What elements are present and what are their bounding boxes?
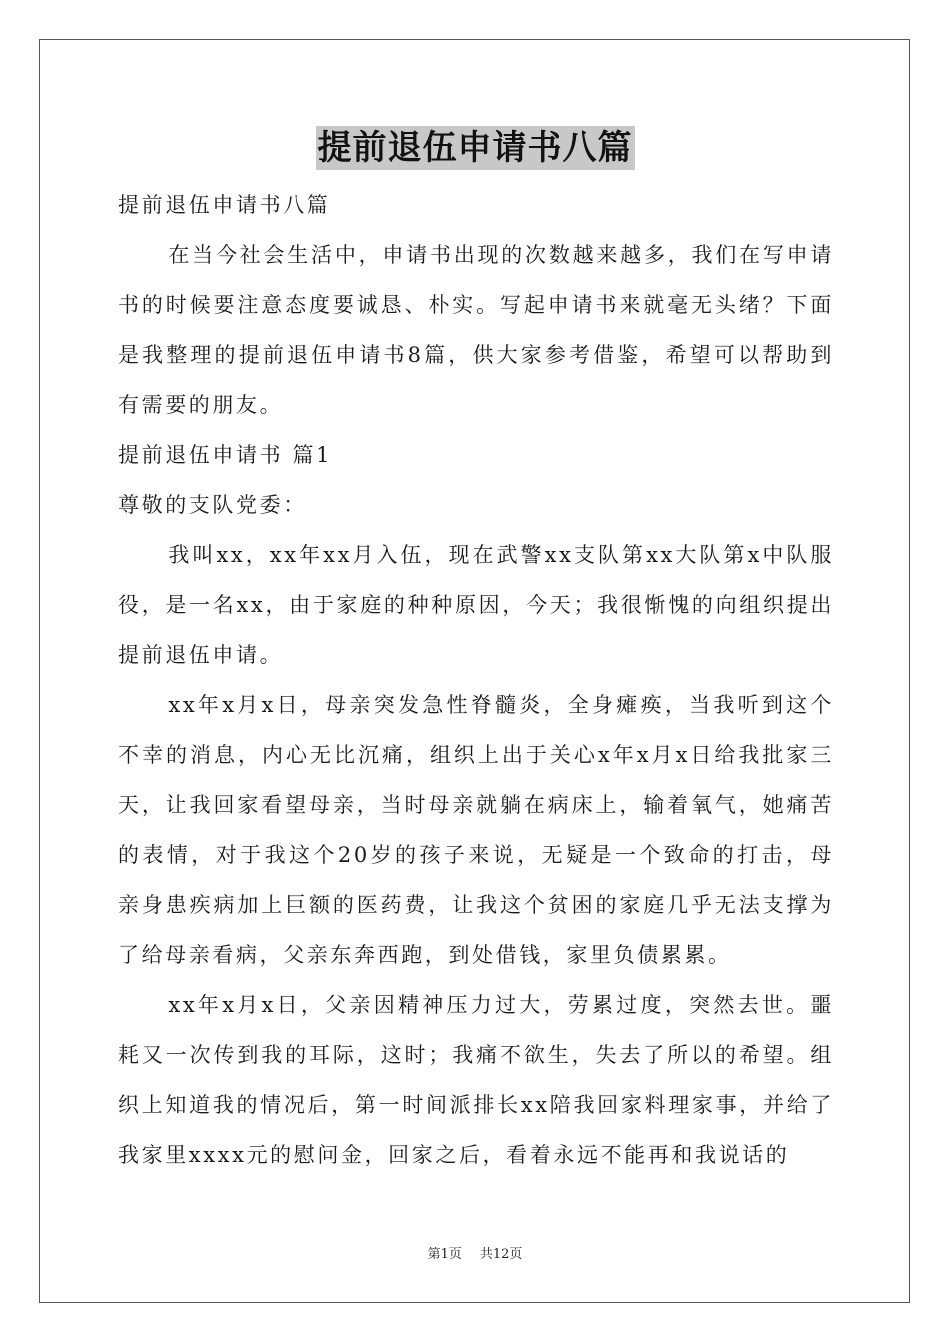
paragraph: xx年x月x日，父亲因精神压力过大，劳累过度，突然去世。噩耗又一次传到我的耳际，这时；我痛不欲生，失去了所以的希望。组织上知道我的情况后，第一时间派排长xx陪我回家料理家事，并给了我家里xxxx元的慰问金，回家之后，看着永远不能再和我说话的 [118,993,834,1167]
title-wrap [0,126,950,170]
page-footer [0,1243,950,1262]
paragraph: xx年x月x日，母亲突发急性脊髓炎，全身瘫痪，当我听到这个不幸的消息，内心无比沉痛，组织上出于关心x年x月x日给我批家三天，让我回家看望母亲，当时母亲就躺在病床上，输着氧气，她痛苦的表情，对于我这个20岁的孩子来说，无疑是一个致命的打击，母亲身患疾病加上巨额的医药费，让我这个贫困的家庭几乎无法支撑为了给母亲看病，父亲东奔西跑，到处借钱，家里负债累累。 [118,693,834,967]
document-title: 提前退伍申请书八篇 [317,128,633,168]
paragraph: 在当今社会生活中，申请书出现的次数越来越多，我们在写申请书的时候要注意态度要诚恳、朴实。写起申请书来就毫无头绪？下面是我整理的提前退伍申请书8篇，供大家参考借鉴，希望可以帮助到有需要的朋友。 [118,243,834,417]
page-total: 共12页 [479,1247,523,1262]
paragraph: 提前退伍申请书八篇 [118,193,331,217]
paragraph: 尊敬的支队党委： [118,493,307,517]
document-body [118,180,834,1180]
paragraph: 我叫xx，xx年xx月入伍，现在武警xx支队第xx大队第x中队服役，是一名xx，由于家庭的种种原因，今天；我很惭愧的向组织提出提前退伍申请。 [118,543,834,667]
page-number: 第1页 [427,1247,462,1262]
paragraph: 提前退伍申请书 篇1 [118,443,333,467]
